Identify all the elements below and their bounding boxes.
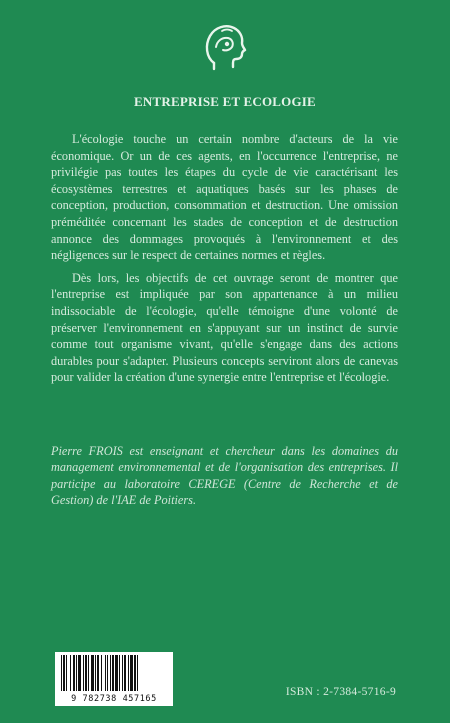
book-title: ENTREPRISE ET ECOLOGIE	[134, 94, 316, 109]
barcode	[55, 652, 173, 706]
author-bio: Pierre FROIS est enseignant et chercheur dans les domaines du management environnemental et de l'organisation des entreprises. Il participe au laboratoire CEREGE (Centre de Recherche et de Gestion) de l'IAE de Poitiers.	[51, 444, 398, 508]
isbn: ISBN : 2-7384-5716-9	[285, 686, 396, 698]
blurb-paragraph-1: L'écologie touche un certain nombre d'acteurs de la vie économique. Or un de ces agents, en l'occurrence l'entreprise, ne privilégie pas toutes les étapes du cycle de vie caractérisant les écosystèmes terrestres et aquatiques basés sur les phases de conception, production, consommation et destruction. Une omission préméditée concernant les stades de conception et de destruction annonce des dommages provoqués à l'environnement et des négligences sur le respect de certaines normes et règles.	[51, 132, 398, 263]
barcode-bars	[59, 655, 169, 693]
blurb	[51, 131, 398, 392]
publisher-head-logo-icon	[196, 17, 254, 73]
barcode-digits: 9 782738 457165	[71, 694, 157, 704]
blurb-paragraph-2: Dès lors, les objectifs de cet ouvrage seront de montrer que l'entreprise est impliquée par son appartenance à un milieu indissociable de l'écologie, qu'elle témoigne d'une volonté de préserver l'environnement en s'appuyant sur un instinct de survie comme tout organisme vivant, qu'elle s'engage dans des actions durables pour s'adapter. Plusieurs concepts serviront alors de canevas pour valider la création d'une synergie entre l'entreprise et l'écologie.	[51, 270, 398, 385]
